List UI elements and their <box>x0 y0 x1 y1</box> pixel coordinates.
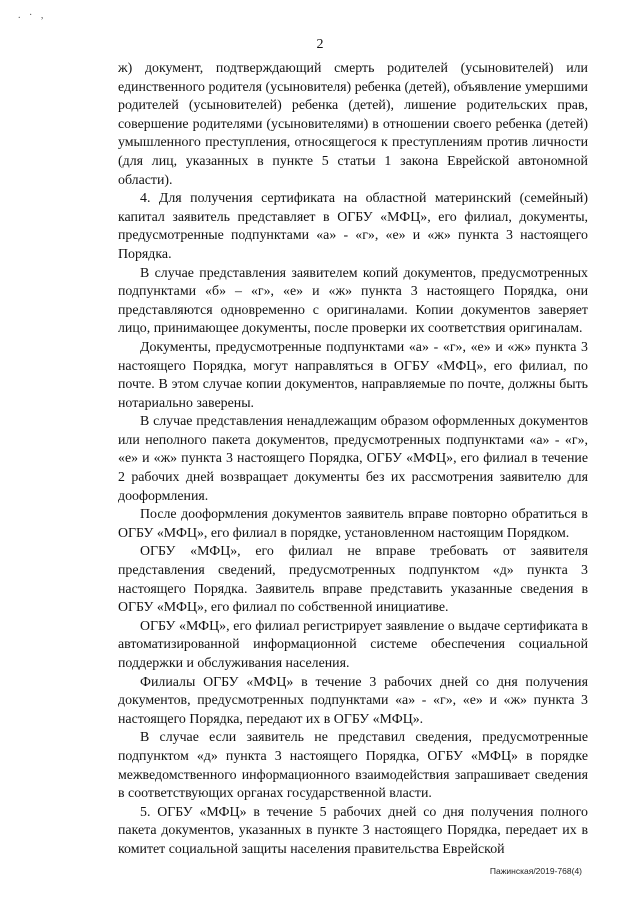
paragraph-copies: В случае представления заявителем копий документов, предусмотренных подпунктами «б» – «г», «е» и «ж» пункта 3 настоящего Порядка, они представляются одновременно с оригиналами. Копии документов заверяет лицо, принимающее документы, после проверки их соответствия оригиналам. <box>118 265 588 337</box>
paragraph-zh: ж) документ, подтверждающий смерть родителей (усыновителей) или единственного родителя (усыновителя) ребенка (детей), объявление умершими родителей (усыновителей) ребенка (детей), лишение родительских прав, совершение родителями (усыновителями) в отношении своего ребенка (детей) умышленного преступления, относящегося к преступлениям против личности (для лиц, указанных в пункте 5 статьи 1 закона Еврейской автономной области). <box>118 61 588 188</box>
paragraph-resubmit: После дооформления документов заявитель вправе повторно обратиться в ОГБУ «МФЦ», его филиал в порядке, установленном настоящим Порядком. <box>118 507 588 541</box>
paragraph-interdept: В случае если заявитель не представил сведения, предусмотренные подпунктом «д» пункта 3 настоящего Порядка, ОГБУ «МФЦ» в порядке межведомственного информационного взаимодействия запрашивает сведения в соответствующих органах государственной власти. <box>118 730 588 802</box>
paragraph-mail: Документы, предусмотренные подпунктами «а» - «г», «е» и «ж» пункта 3 настоящего Порядка, могут направляться в ОГБУ «МФЦ», его филиал, по почте. В этом случае копии документов, направляемые по почте, должны быть нотариально заверены. <box>118 339 588 411</box>
paragraph-branches: Филиалы ОГБУ «МФЦ» в течение 3 рабочих дней со дня получения документов, предусмотренных подпунктами «а» - «г», «е» и «ж» пункта 3 настоящего Порядка, передают их в ОГБУ «МФЦ». <box>118 674 588 727</box>
scan-marks: . · , <box>18 10 47 21</box>
paragraph-register: ОГБУ «МФЦ», его филиал регистрирует заявление о выдаче сертификата в автоматизированной информационной системе обеспечения социальной поддержки и обслуживания населения. <box>118 618 588 671</box>
paragraph-4: 4. Для получения сертификата на областной материнский (семейный) капитал заявитель представляет в ОГБУ «МФЦ», его филиал, документы, предусмотренные подпунктами «а» - «г», «е» и «ж» пункта 3 настоящего Порядка. <box>118 191 588 262</box>
document-reference: Пажинская/2019-768(4) <box>489 866 582 876</box>
paragraph-5: 5. ОГБУ «МФЦ» в течение 5 рабочих дней со дня получения полного пакета документов, указанных в пункте 3 настоящего Порядка, передает их в комитет социальной защиты населения правительства Еврейской <box>118 804 588 857</box>
paragraph-return: В случае представления ненадлежащим образом оформленных документов или неполного пакета документов, предусмотренных подпунктами «а» - «г», «е» и «ж» пункта 3 настоящего Порядка, ОГБУ «МФЦ», его филиал в течение 2 рабочих дней возвращает документы без их рассмотрения заявителю для дооформления. <box>118 414 588 504</box>
page-number: 2 <box>316 37 324 52</box>
paragraph-no-require: ОГБУ «МФЦ», его филиал не вправе требовать от заявителя представления сведений, предусмотренных подпунктом «д» пункта 3 настоящего Порядка. Заявитель вправе представить указанные сведения в ОГБУ «МФЦ», его филиал по собственной инициативе. <box>118 544 588 616</box>
document-body <box>118 60 588 860</box>
